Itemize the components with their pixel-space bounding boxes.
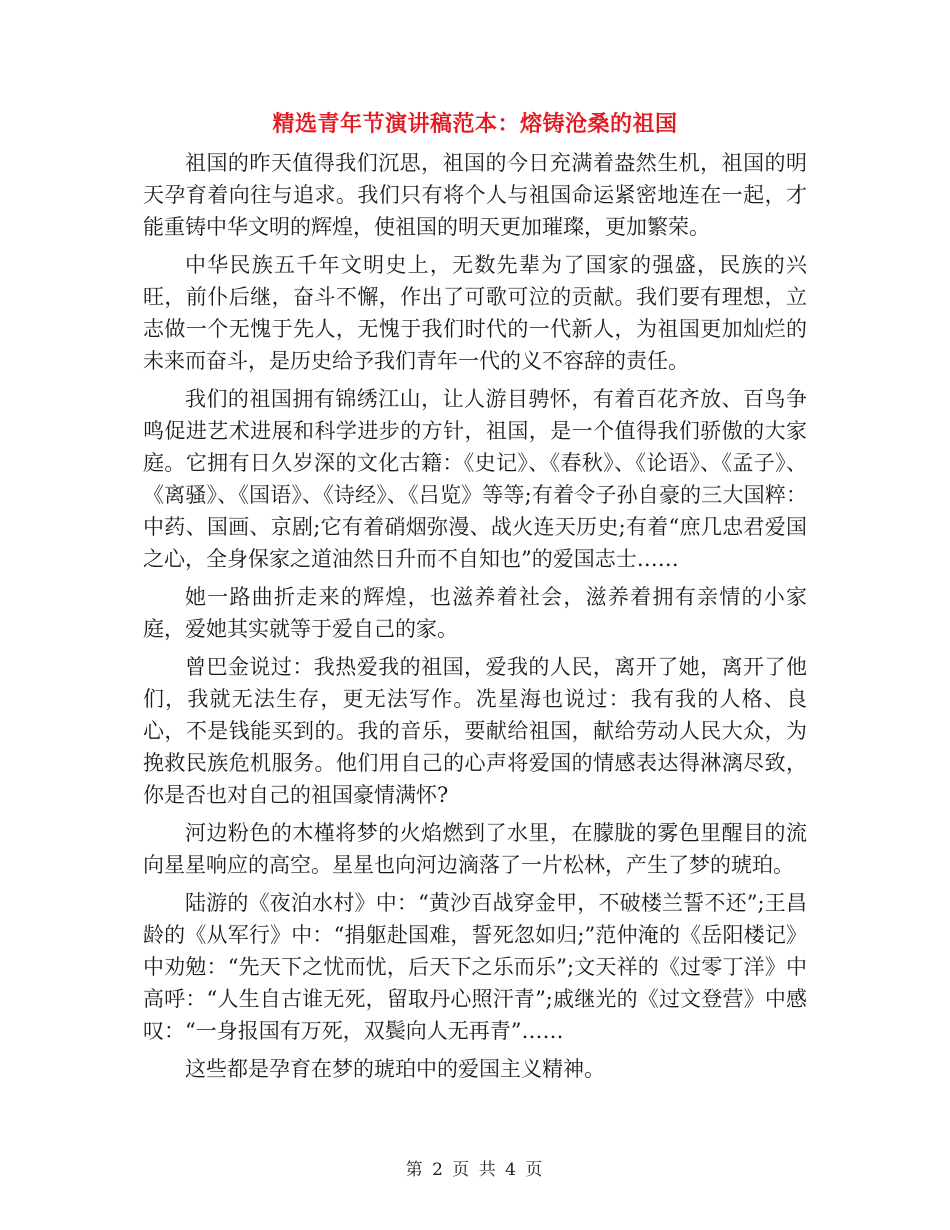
document-title: 精选青年节演讲稿范本：熔铸沧桑的祖国 <box>272 112 678 137</box>
paragraph: 中华民族五千年文明史上，无数先辈为了国家的强盛，民族的兴旺，前仆后继，奋斗不懈，作出了可歌可泣的贡献。我们要有理想，立志做一个无愧于先人，无愧于我们时代的一代新人，为祖国更加灿烂的未来而奋斗，是历史给予我们青年一代的义不容辞的责任。 <box>143 253 807 373</box>
paragraph: 祖国的昨天值得我们沉思，祖国的今日充满着盎然生机，祖国的明天孕育着向往与追求。我们只有将个人与祖国命运紧密地连在一起，才能重铸中华文明的辉煌，使祖国的明天更加璀璨，更加繁荣。 <box>143 151 807 239</box>
document-body <box>143 147 807 1091</box>
paragraph: 她一路曲折走来的辉煌，也滋养着社会，滋养着拥有亲情的小家庭，爱她其实就等于爱自己的家。 <box>143 585 807 641</box>
paragraph: 陆游的《夜泊水村》中：“黄沙百战穿金甲，不破楼兰誓不还”;王昌龄的《从军行》中：“捐躯赴国难，誓死忽如归;”范仲淹的《岳阳楼记》中劝勉：“先天下之忧而忧，后天下之乐而乐”;文天祥的《过零丁洋》中高呼：“人生自古谁无死，留取丹心照汗青”;戚继光的《过文登营》中感叹：“一身报国有万死，双鬓向人无再青”…… <box>143 891 807 1043</box>
paragraph: 我们的祖国拥有锦绣江山，让人游目骋怀，有着百花齐放、百鸟争鸣促进艺术进展和科学进步的方针，祖国，是一个值得我们骄傲的大家庭。它拥有日久岁深的文化古籍：《史记》、《春秋》、《论语》、《孟子》、《离骚》、《国语》、《诗经》、《吕览》等等;有着令子孙自豪的三大国粹：中药、国画、京剧;它有着硝烟弥漫、战火连天历史;有着“庶几忠君爱国之心，全身保家之道油然日升而不自知也”的爱国志士…… <box>143 387 807 571</box>
paragraph: 曾巴金说过：我热爱我的祖国，爱我的人民，离开了她，离开了他们，我就无法生存，更无法写作。冼星海也说过：我有我的人格、良心，不是钱能买到的。我的音乐，要献给祖国，献给劳动人民大众，为挽救民族危机服务。他们用自己的心声将爱国的情感表达得淋漓尽致，你是否也对自己的祖国豪情满怀? <box>143 655 807 807</box>
paragraph: 河边粉色的木槿将梦的火焰燃到了水里，在朦胧的雾色里醒目的流向星星响应的高空。星星也向河边滴落了一片松林，产生了梦的琥珀。 <box>143 821 807 877</box>
page-number-footer: 第 2 页 共 4 页 <box>405 1160 545 1180</box>
paragraph: 这些都是孕育在梦的琥珀中的爱国主义精神。 <box>185 1057 605 1081</box>
